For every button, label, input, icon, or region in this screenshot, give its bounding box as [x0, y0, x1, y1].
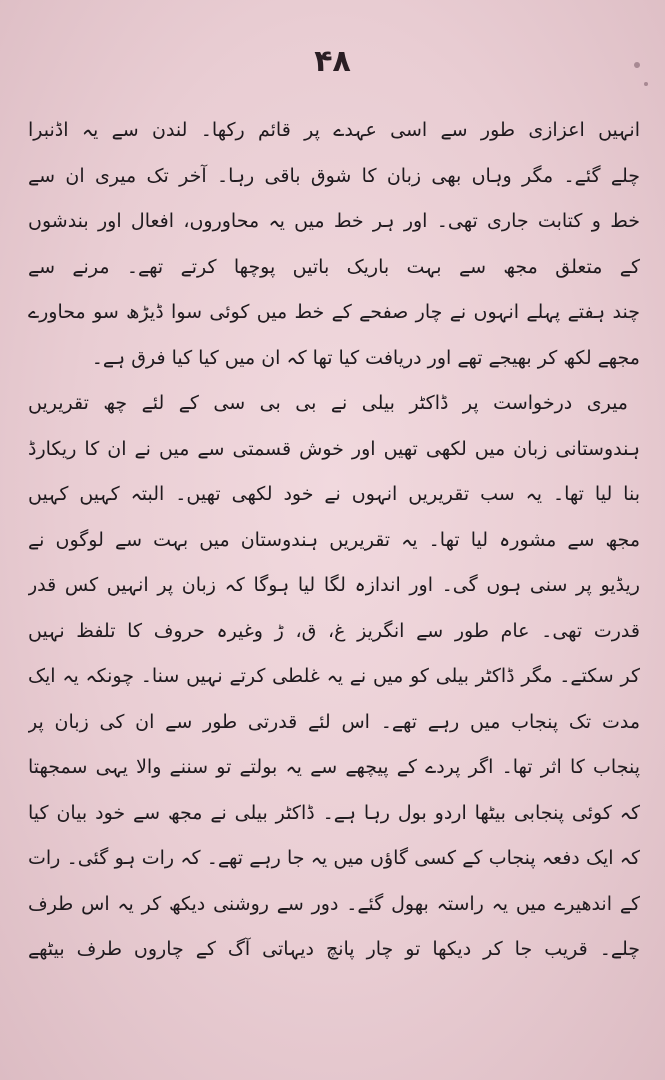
text-line: کہ ایک دفعہ پنجاب کے کسی گاؤں میں یہ جا رہے تھے۔ کہ رات ہو گئی۔ رات: [28, 847, 640, 869]
text-line: خط و کتابت جاری تھی۔ اور ہر خط میں یہ محاوروں، افعال اور بندشوں: [28, 210, 640, 232]
page-number: ۴۸: [314, 44, 351, 79]
text-line: کر سکتے۔ مگر ڈاکٹر بیلی کو میں نے یہ غلطی کرتے نہیں سنا۔ چونکہ یہ ایک: [28, 665, 640, 687]
text-line: قدرت تھی۔ عام طور سے انگریز غ، ق، ڑ وغیرہ حروف کا تلفظ نہیں: [28, 619, 640, 642]
text-line: چلے۔ قریب جا کر دیکھا تو چار پانچ دیہاتی آگ کے چاروں طرف بیٹھے: [28, 938, 640, 960]
text-line: مجھے لکھ کر بھیجے تھے اور دریافت کیا تھا کہ ان میں کیا کیا فرق ہے۔: [91, 346, 640, 369]
text-line: چند ہفتے پہلے انہوں نے چار صفحے کے خط میں کوئی سوا ڈیڑھ سو محاورے: [28, 301, 640, 323]
text-line: چلے گئے۔ مگر وہاں بھی زبان کا شوق باقی رہا۔ آخر تک میری ان سے: [28, 164, 640, 187]
text-line: کے متعلق مجھ سے بہت باریک باتیں پوچھا کرتے تھے۔ مرنے سے: [28, 255, 640, 278]
text-line: مدت تک پنجاب میں رہے تھے۔ اس لئے قدرتی طور سے ان کی زبان پر: [28, 710, 640, 733]
text-line: بنا لیا تھا۔ یہ سب تقریریں انہوں نے خود لکھی تھیں۔ البتہ کہیں کہیں: [28, 483, 640, 505]
text-line: کہ کوئی پنجابی بیٹھا اردو بول رہا ہے۔ ڈاکٹر بیلی نے مجھ سے خود بیان کیا: [28, 801, 640, 824]
text-line: کے اندھیرے میں یہ راستہ بھول گئے۔ دور سے روشنی دیکھ کر یہ اس طرف: [28, 892, 640, 915]
text-line: ہندوستانی زبان میں لکھی تھیں اور خوش قسمتی سے میں نے ان کا ریکارڈ: [28, 437, 640, 460]
body-text: [28, 108, 640, 973]
paper-speck: [644, 82, 648, 86]
text-line: ریڈیو پر سنی ہوں گی۔ اور اندازہ لگا لیا ہوگا کہ زبان پر انہیں کس قدر: [28, 574, 640, 596]
text-line: میری درخواست پر ڈاکٹر بیلی نے بی بی سی کے لئے چھ تقریریں: [28, 392, 628, 414]
text-line: پنجاب کا اثر تھا۔ اگر پردے کے پیچھے سے یہ بولتے تو سننے والا یہی سمجھتا: [28, 756, 640, 778]
text-line: انہیں اعزازی طور سے اسی عہدے پر قائم رکھا۔ لندن سے یہ اڈنبرا: [28, 119, 640, 141]
text-line: مجھ سے مشورہ لیا تھا۔ یہ تقریریں ہندوستان میں بہت سے لوگوں نے: [28, 528, 640, 551]
